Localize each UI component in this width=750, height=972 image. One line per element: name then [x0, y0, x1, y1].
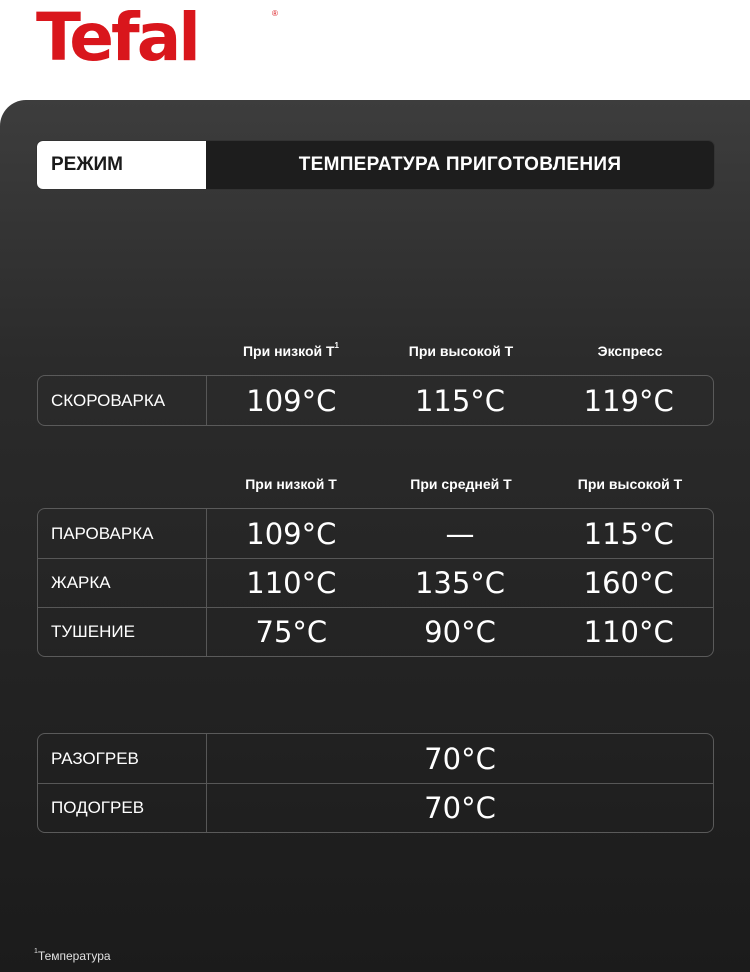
value-cell: 115°C [414, 383, 506, 418]
registered-mark: ® [272, 9, 278, 18]
t2-col-medium: При средней Т [410, 476, 512, 492]
row-label: ПОДОГРЕВ [38, 784, 207, 832]
warming-table [37, 733, 714, 833]
value-cell: 109°C [246, 383, 337, 418]
row-label: РАЗОГРЕВ [38, 734, 207, 783]
t2-col-high: При высокой Т [577, 476, 683, 492]
table-row [38, 783, 713, 832]
header-temperature: ТЕМПЕРАТУРА ПРИГОТОВЛЕНИЯ [298, 154, 622, 175]
value-cell: 110°C [246, 566, 337, 600]
row-label: ЖАРКА [38, 559, 207, 607]
value-cell: 90°C [424, 615, 496, 649]
value-cell: 119°C [583, 383, 674, 418]
value-cell: 75°C [255, 615, 328, 649]
pressure-cooker-table [37, 375, 714, 426]
table-header [37, 141, 714, 189]
table-row [38, 376, 713, 425]
value-cell: 70°C [424, 741, 496, 776]
footnote-mark: 1 [334, 341, 339, 350]
table-row [38, 558, 713, 607]
table-row [38, 734, 713, 783]
t1-col-high: При высокой Т [408, 343, 514, 359]
t1-col-express: Экспресс [597, 343, 663, 359]
value-cell: 70°C [424, 791, 496, 825]
row-label: ПАРОВАРКА [38, 509, 207, 558]
tefal-logo: Tefal [36, 0, 198, 76]
table-row [38, 509, 713, 558]
row-label: ТУШЕНИЕ [38, 608, 207, 656]
value-cell: — [445, 516, 475, 551]
modes-table [37, 508, 714, 657]
value-cell: 135°C [414, 566, 506, 600]
footnote: $^1$Температура [34, 948, 111, 963]
row-label: СКОРОВАРКА [38, 376, 207, 425]
header-mode: РЕЖИМ [37, 141, 206, 189]
t2-col-low: При низкой Т [245, 476, 337, 492]
value-cell: 110°C [583, 615, 674, 649]
value-cell: 109°C [246, 516, 337, 551]
value-cell: 115°C [583, 516, 674, 551]
t1-col-low: При низкой $Т^1$ [242, 341, 339, 359]
table-row [38, 607, 713, 656]
value-cell: 160°C [583, 566, 674, 600]
